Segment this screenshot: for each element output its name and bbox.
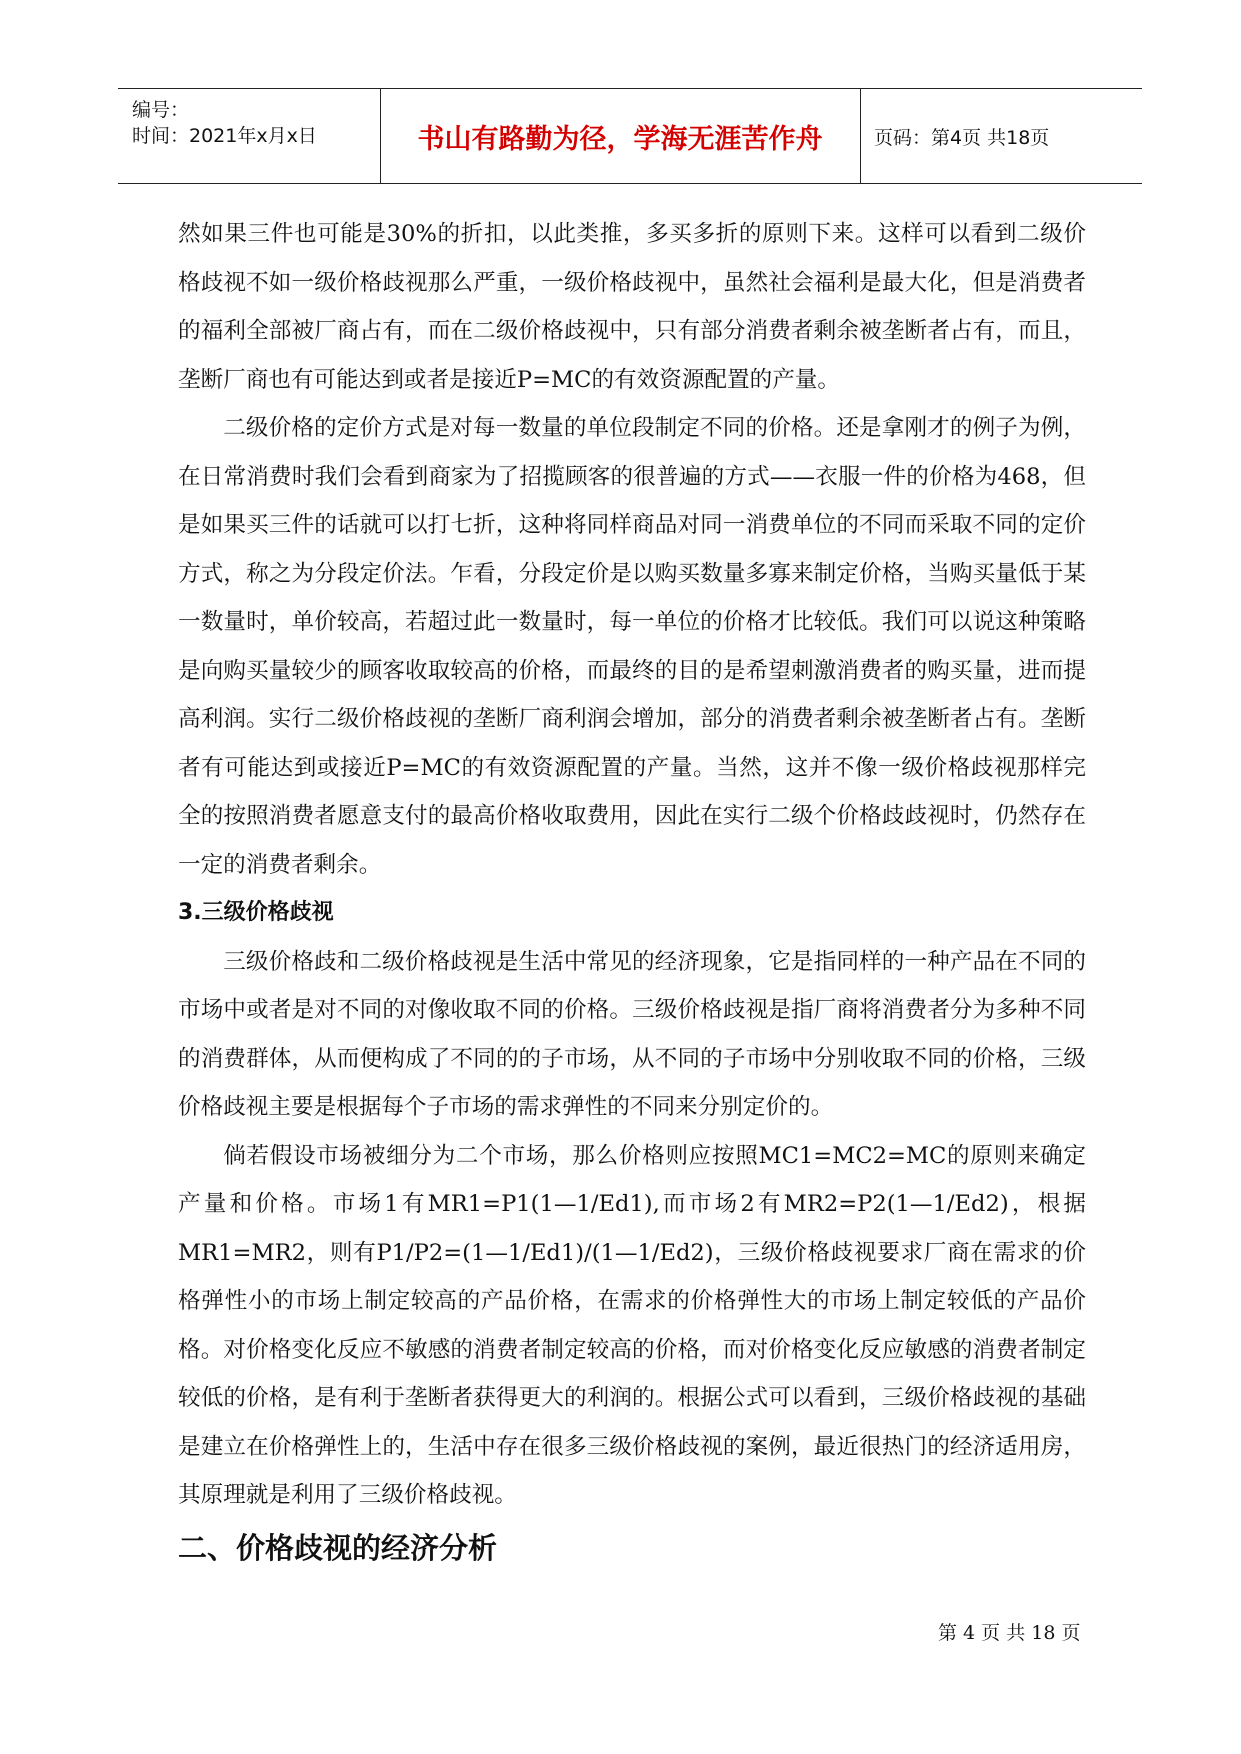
document-number-label: 编号： — [132, 99, 190, 121]
header-meta — [118, 89, 381, 183]
document-body — [178, 210, 1086, 1576]
paragraph: 三级价格歧和二级价格歧视是生活中常见的经济现象，它是指同样的一种产品在不同的市场中或者是对不同的对像收取不同的价格。三级价格歧视是指厂商将消费者分为多种不同的消费群体，从而便构成了不同的的子市场，从不同的子市场中分别收取不同的价格，三级价格歧视主要是根据每个子市场的需求弹性的不同来分别定价的。 — [178, 948, 1086, 1120]
page-header — [118, 88, 1142, 184]
chapter-heading: 二、价格歧视的经济分析 — [178, 1530, 498, 1565]
paragraph: 然如果三件也可能是30%的折扣，以此类推，多买多折的原则下来。这样可以看到二级价格歧视不如一级价格歧视那么严重，一级价格歧视中，虽然社会福利是最大化，但是消费者的福利全部被厂商占有，而在二级价格歧视中，只有部分消费者剩余被垄断者占有，而且，垄断厂商也有可能达到或者是接近P=MC的有效资源配置的产量。 — [178, 221, 1086, 393]
header-page-number: 页码：第4页 共18页 — [874, 126, 1050, 149]
paragraph: 倘若假设市场被细分为二个市场，那么价格则应按照MC1=MC2=MC的原则来确定产量和价格。市场1有MR1=P1(1—1/Ed1),而市场2有MR2=P2(1—1/Ed2)，根据MR1=MR2，则有P1/P2=(1—1/Ed1)/(1—1/Ed2)，三级价格歧视要求厂商在需求的价格弹性小的市场上制定较高的产品价格，在需求的价格弹性大的市场上制定较低的产品价格。对价格变化反应不敏感的消费者制定较高的价格，而对价格变化反应敏感的消费者制定较低的价格，是有利于垄断者获得更大的利润的。根据公式可以看到，三级价格歧视的基础是建立在价格弹性上的，生活中存在很多三级价格歧视的案例，最近很热门的经济适用房，其原理就是利用了三级价格歧视。 — [178, 1142, 1086, 1508]
document-time-label: 时间：2021年x月x日 — [132, 125, 317, 147]
page-footer: 第 4 页 共 18 页 — [938, 1622, 1081, 1644]
paragraph: 二级价格的定价方式是对每一数量的单位段制定不同的价格。还是拿刚才的例子为例，在日常消费时我们会看到商家为了招揽顾客的很普遍的方式——衣服一件的价格为468，但是如果买三件的话就可以打七折，这种将同样商品对同一消费单位的不同而采取不同的定价方式，称之为分段定价法。乍看，分段定价是以购买数量多寡来制定价格，当购买量低于某一数量时，单价较高，若超过此一数量时，每一单位的价格才比较低。我们可以说这种策略是向购买量较少的顾客收取较高的价格，而最终的目的是希望刺激消费者的购买量，进而提高利润。实行二级价格歧视的垄断厂商利润会增加，部分的消费者剩余被垄断者占有。垄断者有可能达到或接近P=MC的有效资源配置的产量。当然，这并不像一级价格歧视那样完全的按照消费者愿意支付的最高价格收取费用，因此在实行二级个价格歧歧视时，仍然存在一定的消费者剩余。 — [178, 415, 1086, 878]
header-motto: 书山有路勤为径，学海无涯苦作舟 — [380, 89, 861, 183]
section-heading: 3.三级价格歧视 — [178, 900, 334, 925]
